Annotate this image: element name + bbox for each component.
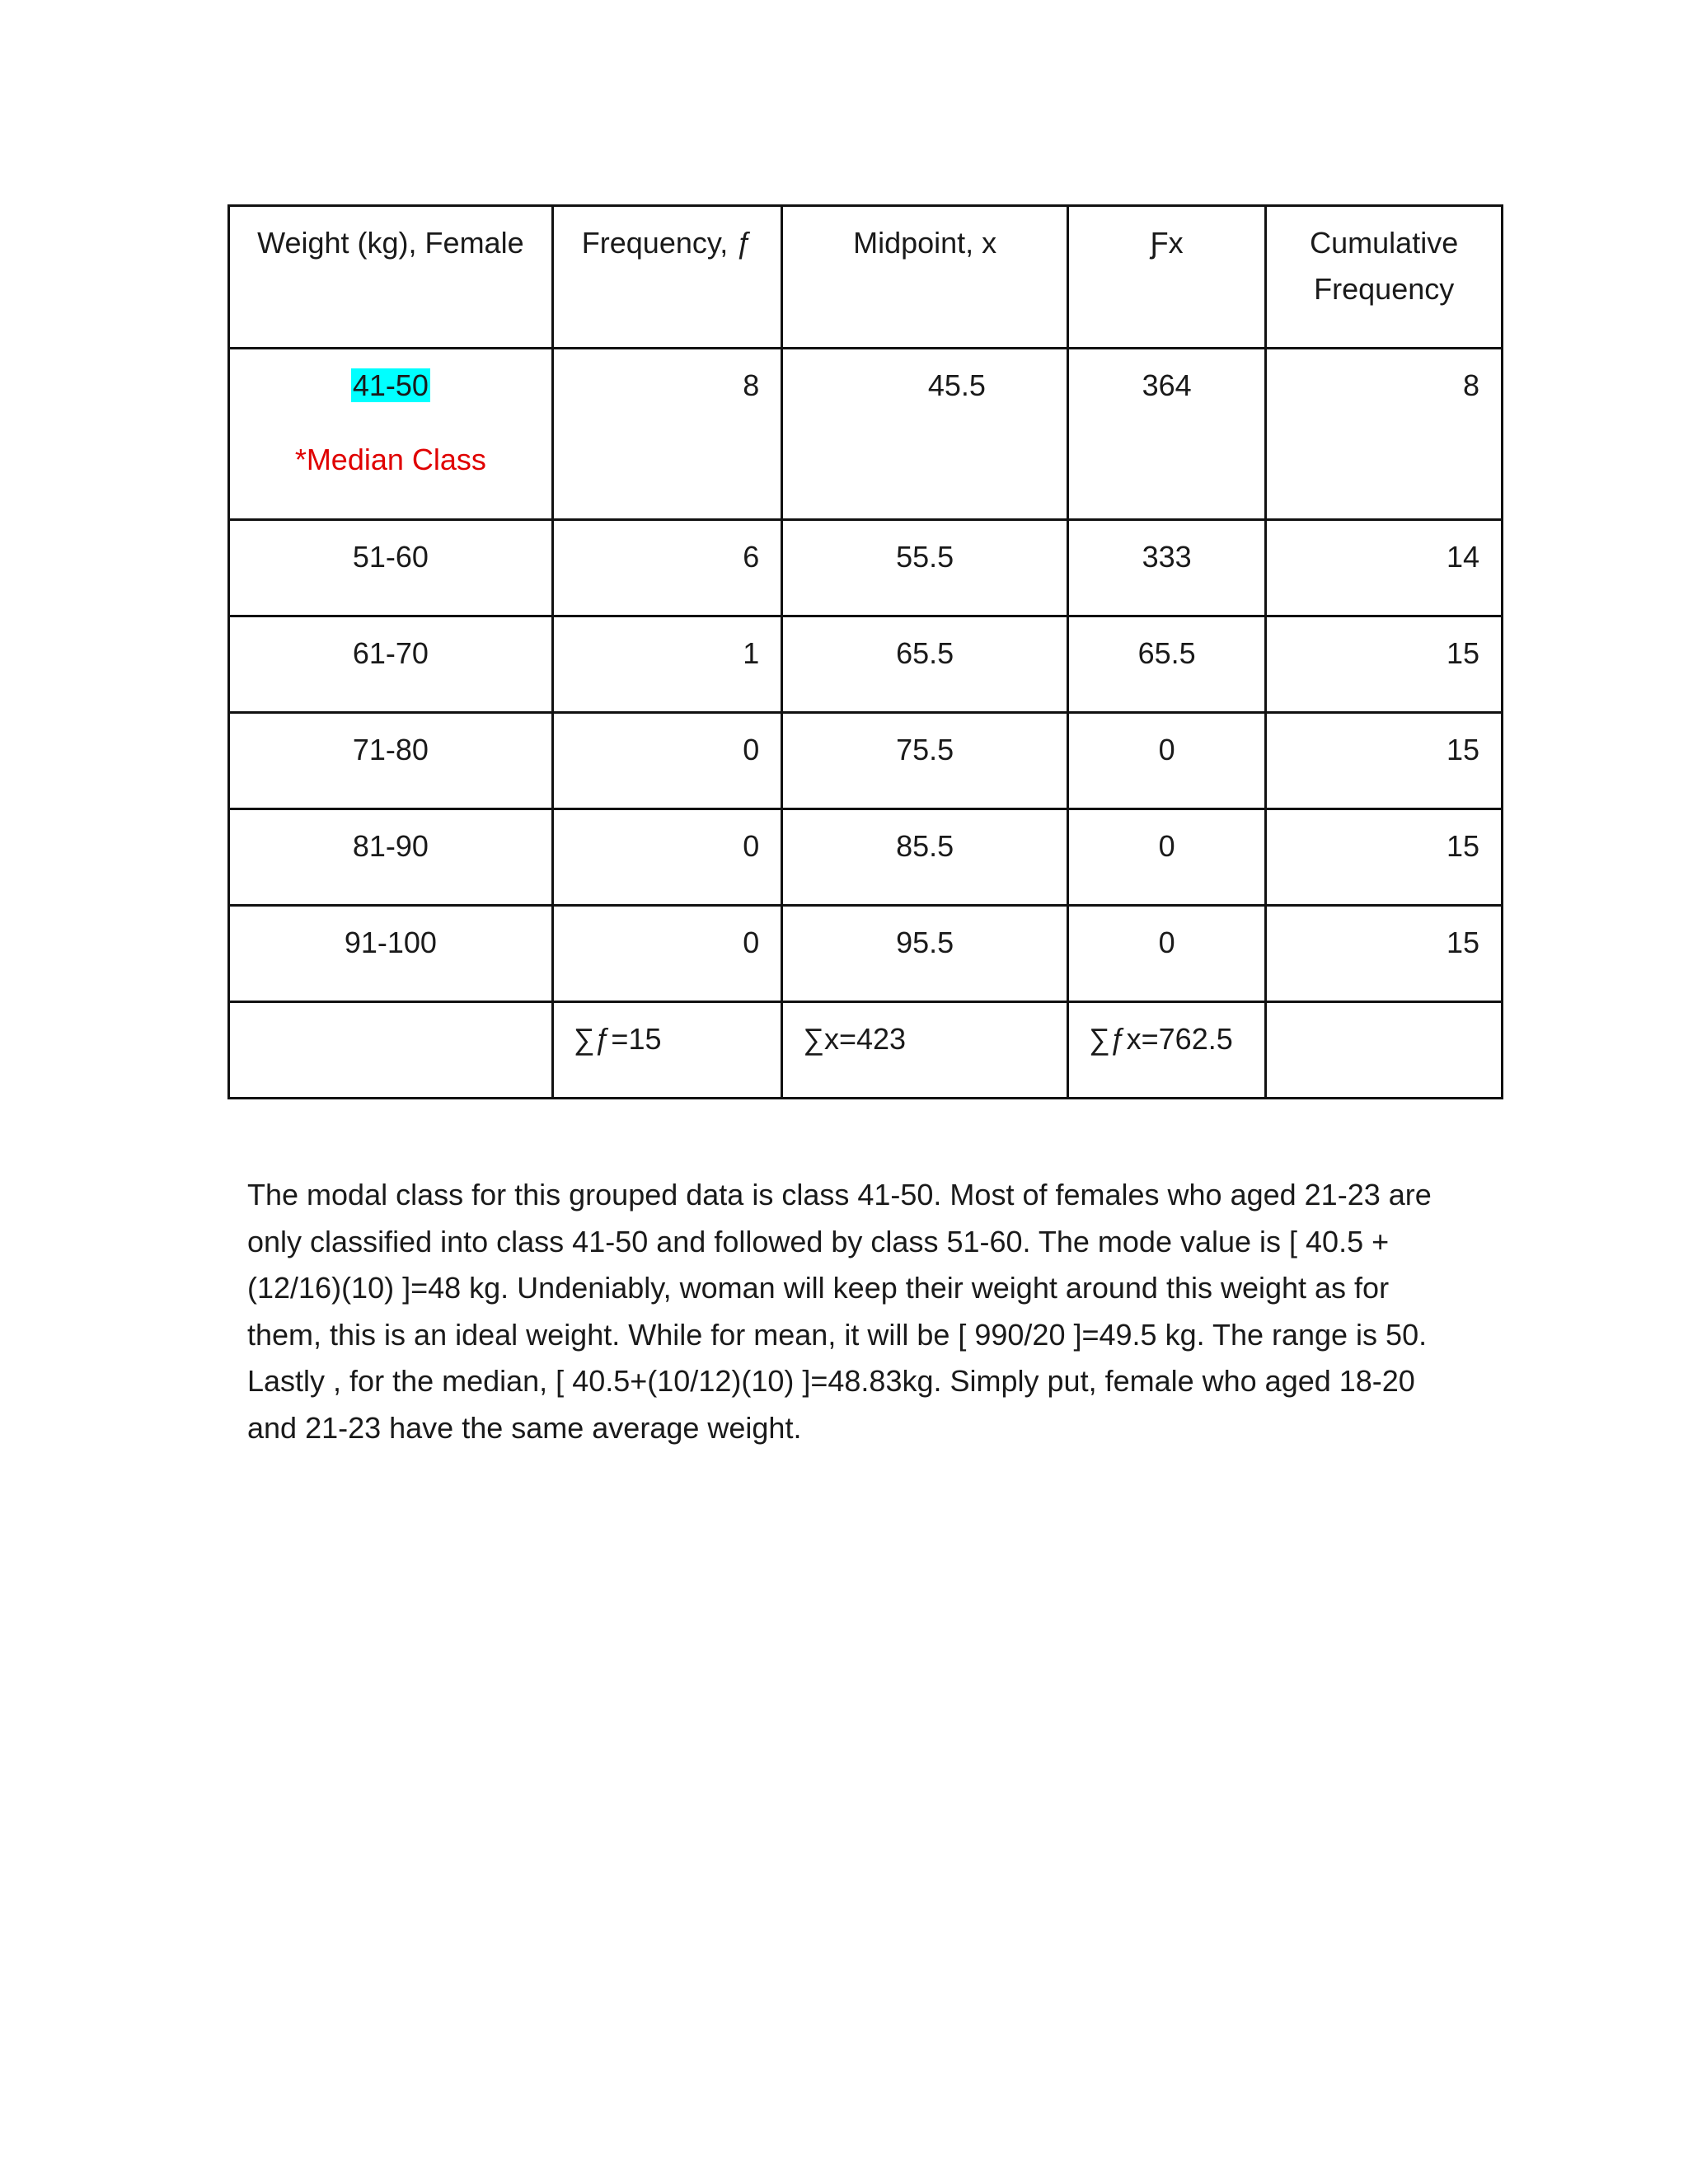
cell-frequency: 6 [552,520,782,616]
header-midpoint: Midpoint, x [782,206,1068,349]
total-fx: ∑ƒx=762.5 [1067,1002,1265,1099]
cell-cumulative: 15 [1266,809,1503,906]
cell-midpoint: 55.5 [782,520,1068,616]
cell-weight: 81-90 [229,809,553,906]
cell-empty [1266,1002,1503,1099]
cell-empty [229,1002,553,1099]
total-frequency: ∑ƒ=15 [552,1002,782,1099]
table-row [229,349,1503,520]
cell-weight: 51-60 [229,520,553,616]
cell-fx: 65.5 [1067,616,1265,713]
cell-cumulative: 8 [1266,349,1503,520]
header-cumulative: Cumulative Frequency [1266,206,1503,349]
cell-midpoint: 85.5 [782,809,1068,906]
cell-frequency: 0 [552,713,782,809]
cell-cumulative: 15 [1266,713,1503,809]
median-class-note: *Median Class [294,443,486,476]
cell-fx: 0 [1067,809,1265,906]
summary-paragraph: The modal class for this grouped data is class 41-50. Most of females who aged 21-23 are only classified into class 41-50 and followed by class 51-60. The mode value is [ 40.5 + (12/16)(10) ]=48 kg. Undeniably, woman will keep their weight around this weight as for them, this is an ideal weight. While for mean, it will be [ 990/20 ]=49.5 kg. The range is 50. Lastly , for the median, [ 40.5+(10/12)(10) ]=48.83kg. Simply put, female who aged 18-20 and 21-23 have the same average weight. [247,1178,1432,1445]
table-row [229,809,1503,906]
table-row [229,520,1503,616]
table-header-row [229,206,1503,349]
table-row [229,713,1503,809]
cell-weight: 61-70 [229,616,553,713]
cell-fx: 0 [1067,713,1265,809]
cell-cumulative: 15 [1266,906,1503,1002]
table-row [229,616,1503,713]
cell-cumulative: 15 [1266,616,1503,713]
median-class-highlight: 41-50 [352,368,429,402]
cell-frequency: 1 [552,616,782,713]
cell-midpoint: 95.5 [782,906,1068,1002]
cell-frequency: 0 [552,809,782,906]
cell-midpoint: 65.5 [782,616,1068,713]
table-row [229,906,1503,1002]
cell-frequency: 0 [552,906,782,1002]
cell-weight: 91-100 [229,906,553,1002]
cell-fx: 0 [1067,906,1265,1002]
cell-weight: 71-80 [229,713,553,809]
cell-cumulative: 14 [1266,520,1503,616]
cell-midpoint: 45.5 [782,349,1068,520]
table-totals-row [229,1002,1503,1099]
header-frequency: Frequency, ƒ [552,206,782,349]
header-fx: Ƒx [1067,206,1265,349]
total-midpoint: ∑x=423 [782,1002,1068,1099]
cell-frequency: 8 [552,349,782,520]
header-weight: Weight (kg), Female [229,206,553,349]
frequency-table [227,204,1503,1099]
cell-weight [229,349,553,520]
cell-fx: 364 [1067,349,1265,520]
cell-midpoint: 75.5 [782,713,1068,809]
cell-fx: 333 [1067,520,1265,616]
